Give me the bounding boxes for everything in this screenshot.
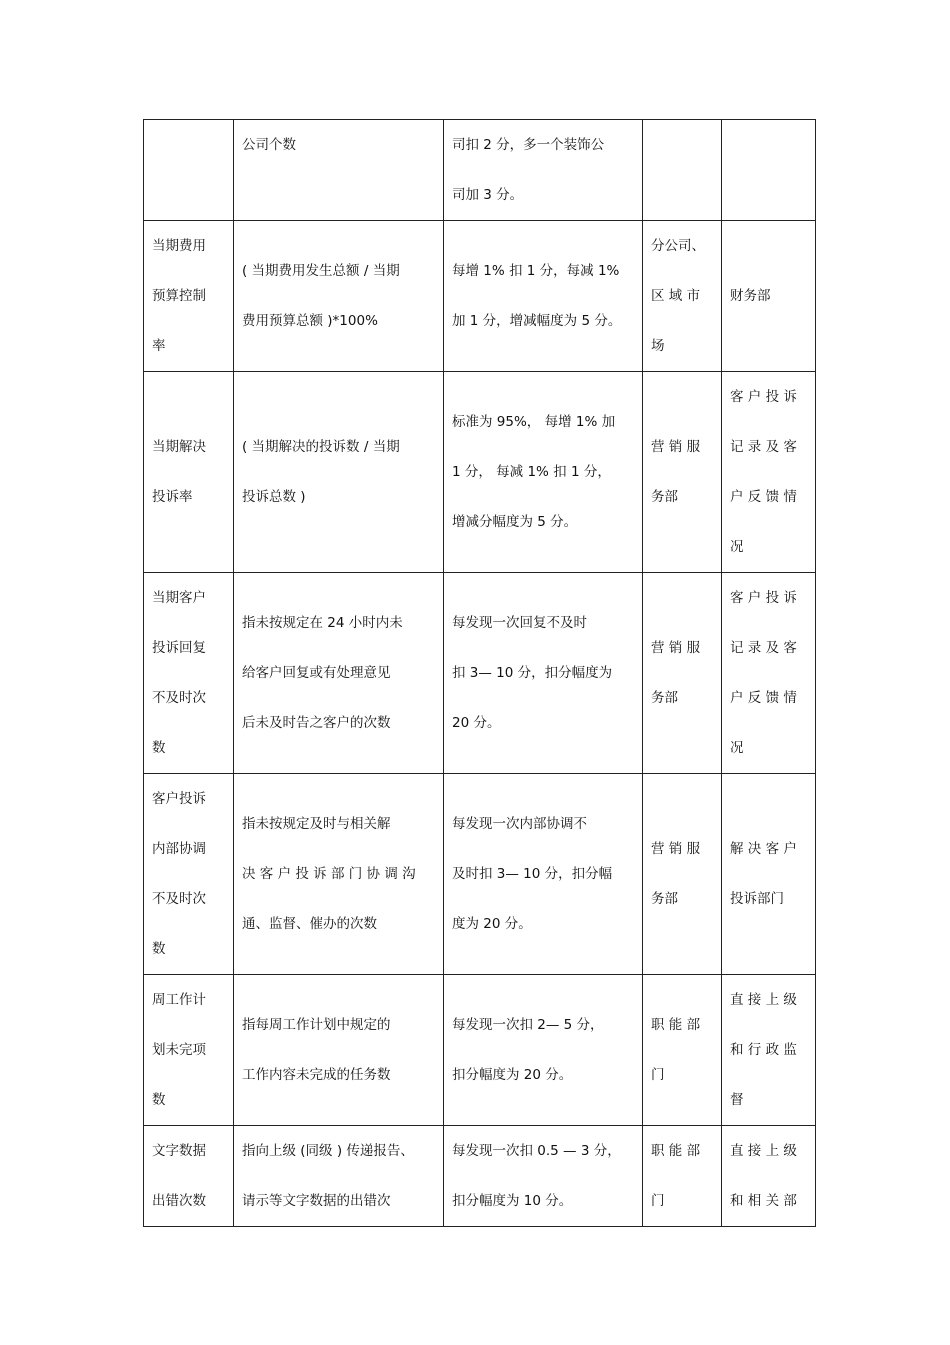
assessed-line: 职 能 部 <box>651 1143 701 1159</box>
assessed-line: 门 <box>651 1193 665 1209</box>
source-line: 户 反 馈 情 <box>730 489 797 505</box>
source-cell <box>722 573 816 774</box>
source-line: 财务部 <box>730 288 771 304</box>
standard-line: 加 1 分，增减幅度为 5 分。 <box>452 313 622 329</box>
assessed-cell <box>643 1126 722 1227</box>
indicator-line: 数 <box>152 740 166 756</box>
indicator-line: 不及时次 <box>152 690 206 706</box>
assessed-cell <box>643 221 722 372</box>
definition-cell <box>234 372 444 573</box>
indicator-line: 内部协调 <box>152 841 206 857</box>
standard-line: 扣分幅度为 10 分。 <box>452 1193 573 1209</box>
assessed-line: 营 销 服 <box>651 841 701 857</box>
indicator-line: 不及时次 <box>152 891 206 907</box>
table-row <box>144 221 816 372</box>
standard-cell <box>444 573 643 774</box>
definition-line: 指向上级 (同级 ) 传递报告、 <box>242 1143 414 1159</box>
assessed-cell <box>643 573 722 774</box>
assessed-line: 分公司、 <box>651 238 705 254</box>
assessed-line: 营 销 服 <box>651 439 701 455</box>
definition-cell <box>234 120 444 221</box>
standard-line: 每发现一次内部协调不 <box>452 816 587 832</box>
indicator-line: 当期客户 <box>152 590 206 606</box>
source-line: 记 录 及 客 <box>730 439 797 455</box>
indicator-line: 数 <box>152 1092 166 1108</box>
source-line: 督 <box>730 1092 744 1108</box>
source-cell <box>722 1126 816 1227</box>
indicator-line: 投诉回复 <box>152 640 206 656</box>
source-line: 户 反 馈 情 <box>730 690 797 706</box>
table-row <box>144 372 816 573</box>
source-cell <box>722 221 816 372</box>
standard-line: 每发现一次扣 0.5 — 3 分， <box>452 1143 621 1159</box>
standard-cell <box>444 120 643 221</box>
standard-cell <box>444 774 643 975</box>
definition-line: 给客户回复或有处理意见 <box>242 665 391 681</box>
indicator-cell <box>144 573 234 774</box>
document-page <box>143 119 815 1227</box>
assessed-line: 职 能 部 <box>651 1017 701 1033</box>
source-cell <box>722 774 816 975</box>
indicator-cell <box>144 372 234 573</box>
standard-cell <box>444 1126 643 1227</box>
indicator-line: 客户投诉 <box>152 791 206 807</box>
standard-line: 每发现一次回复不及时 <box>452 615 587 631</box>
source-line: 解 决 客 户 <box>730 841 797 857</box>
assessed-line: 营 销 服 <box>651 640 701 656</box>
standard-cell <box>444 221 643 372</box>
definition-line: 通、监督、催办的次数 <box>242 916 377 932</box>
definition-line: 请示等文字数据的出错次 <box>242 1193 391 1209</box>
source-line: 客 户 投 诉 <box>730 389 797 405</box>
source-line: 和 相 关 部 <box>730 1193 797 1209</box>
standard-line: 司扣 2 分，多一个装饰公 <box>452 137 605 153</box>
source-line: 直 接 上 级 <box>730 992 797 1008</box>
indicator-line: 投诉率 <box>152 489 193 505</box>
standard-line: 1 分， 每减 1% 扣 1 分， <box>452 464 611 480</box>
indicator-line: 当期解决 <box>152 439 206 455</box>
table-row <box>144 120 816 221</box>
definition-cell <box>234 221 444 372</box>
definition-line: 指每周工作计划中规定的 <box>242 1017 391 1033</box>
standard-line: 每增 1% 扣 1 分，每减 1% <box>452 263 620 279</box>
assessed-line: 务部 <box>651 489 678 505</box>
assessed-line: 门 <box>651 1067 665 1083</box>
standard-cell <box>444 372 643 573</box>
standard-line: 司加 3 分。 <box>452 187 524 203</box>
assessed-line: 务部 <box>651 891 678 907</box>
indicator-line: 出错次数 <box>152 1193 206 1209</box>
indicator-line: 周工作计 <box>152 992 206 1008</box>
standard-line: 扣 3— 10 分，扣分幅度为 <box>452 665 613 681</box>
kpi-table <box>143 119 816 1227</box>
definition-line: 决 客 户 投 诉 部 门 协 调 沟 <box>242 866 416 882</box>
source-cell <box>722 120 816 221</box>
standard-cell <box>444 975 643 1126</box>
standard-line: 标准为 95%， 每增 1% 加 <box>452 414 616 430</box>
indicator-line: 文字数据 <box>152 1143 206 1159</box>
source-cell <box>722 372 816 573</box>
table-row <box>144 975 816 1126</box>
standard-line: 每发现一次扣 2— 5 分， <box>452 1017 604 1033</box>
definition-line: 费用预算总额 )*100% <box>242 313 378 329</box>
source-line: 记 录 及 客 <box>730 640 797 656</box>
definition-line: 指未按规定及时与相关解 <box>242 816 391 832</box>
source-cell <box>722 975 816 1126</box>
assessed-line: 区 域 市 <box>651 288 701 304</box>
indicator-cell <box>144 975 234 1126</box>
standard-line: 20 分。 <box>452 715 501 731</box>
source-line: 直 接 上 级 <box>730 1143 797 1159</box>
definition-line: ( 当期解决的投诉数 / 当期 <box>242 439 400 455</box>
indicator-line: 预算控制 <box>152 288 206 304</box>
standard-line: 及时扣 3— 10 分，扣分幅 <box>452 866 613 882</box>
table-row <box>144 1126 816 1227</box>
standard-line: 扣分幅度为 20 分。 <box>452 1067 573 1083</box>
source-line: 和 行 政 监 <box>730 1042 797 1058</box>
source-line: 客 户 投 诉 <box>730 590 797 606</box>
standard-line: 度为 20 分。 <box>452 916 532 932</box>
assessed-cell <box>643 975 722 1126</box>
source-line: 投诉部门 <box>730 891 784 907</box>
assessed-cell <box>643 120 722 221</box>
definition-cell <box>234 975 444 1126</box>
standard-line: 增减分幅度为 5 分。 <box>452 514 578 530</box>
indicator-cell <box>144 774 234 975</box>
definition-line: 公司个数 <box>242 137 296 153</box>
indicator-cell <box>144 120 234 221</box>
definition-cell <box>234 1126 444 1227</box>
indicator-line: 划未完项 <box>152 1042 206 1058</box>
indicator-cell <box>144 1126 234 1227</box>
definition-line: 投诉总数 ) <box>242 489 306 505</box>
indicator-line: 率 <box>152 338 166 354</box>
assessed-cell <box>643 372 722 573</box>
source-line: 况 <box>730 740 744 756</box>
assessed-cell <box>643 774 722 975</box>
definition-line: 工作内容未完成的任务数 <box>242 1067 391 1083</box>
indicator-cell <box>144 221 234 372</box>
definition-line: 指未按规定在 24 小时内未 <box>242 615 403 631</box>
table-row <box>144 573 816 774</box>
assessed-line: 场 <box>651 338 665 354</box>
table-row <box>144 774 816 975</box>
indicator-line: 当期费用 <box>152 238 206 254</box>
definition-cell <box>234 774 444 975</box>
definition-line: ( 当期费用发生总额 / 当期 <box>242 263 400 279</box>
indicator-line: 数 <box>152 941 166 957</box>
source-line: 况 <box>730 539 744 555</box>
definition-line: 后未及时告之客户的次数 <box>242 715 391 731</box>
assessed-line: 务部 <box>651 690 678 706</box>
definition-cell <box>234 573 444 774</box>
